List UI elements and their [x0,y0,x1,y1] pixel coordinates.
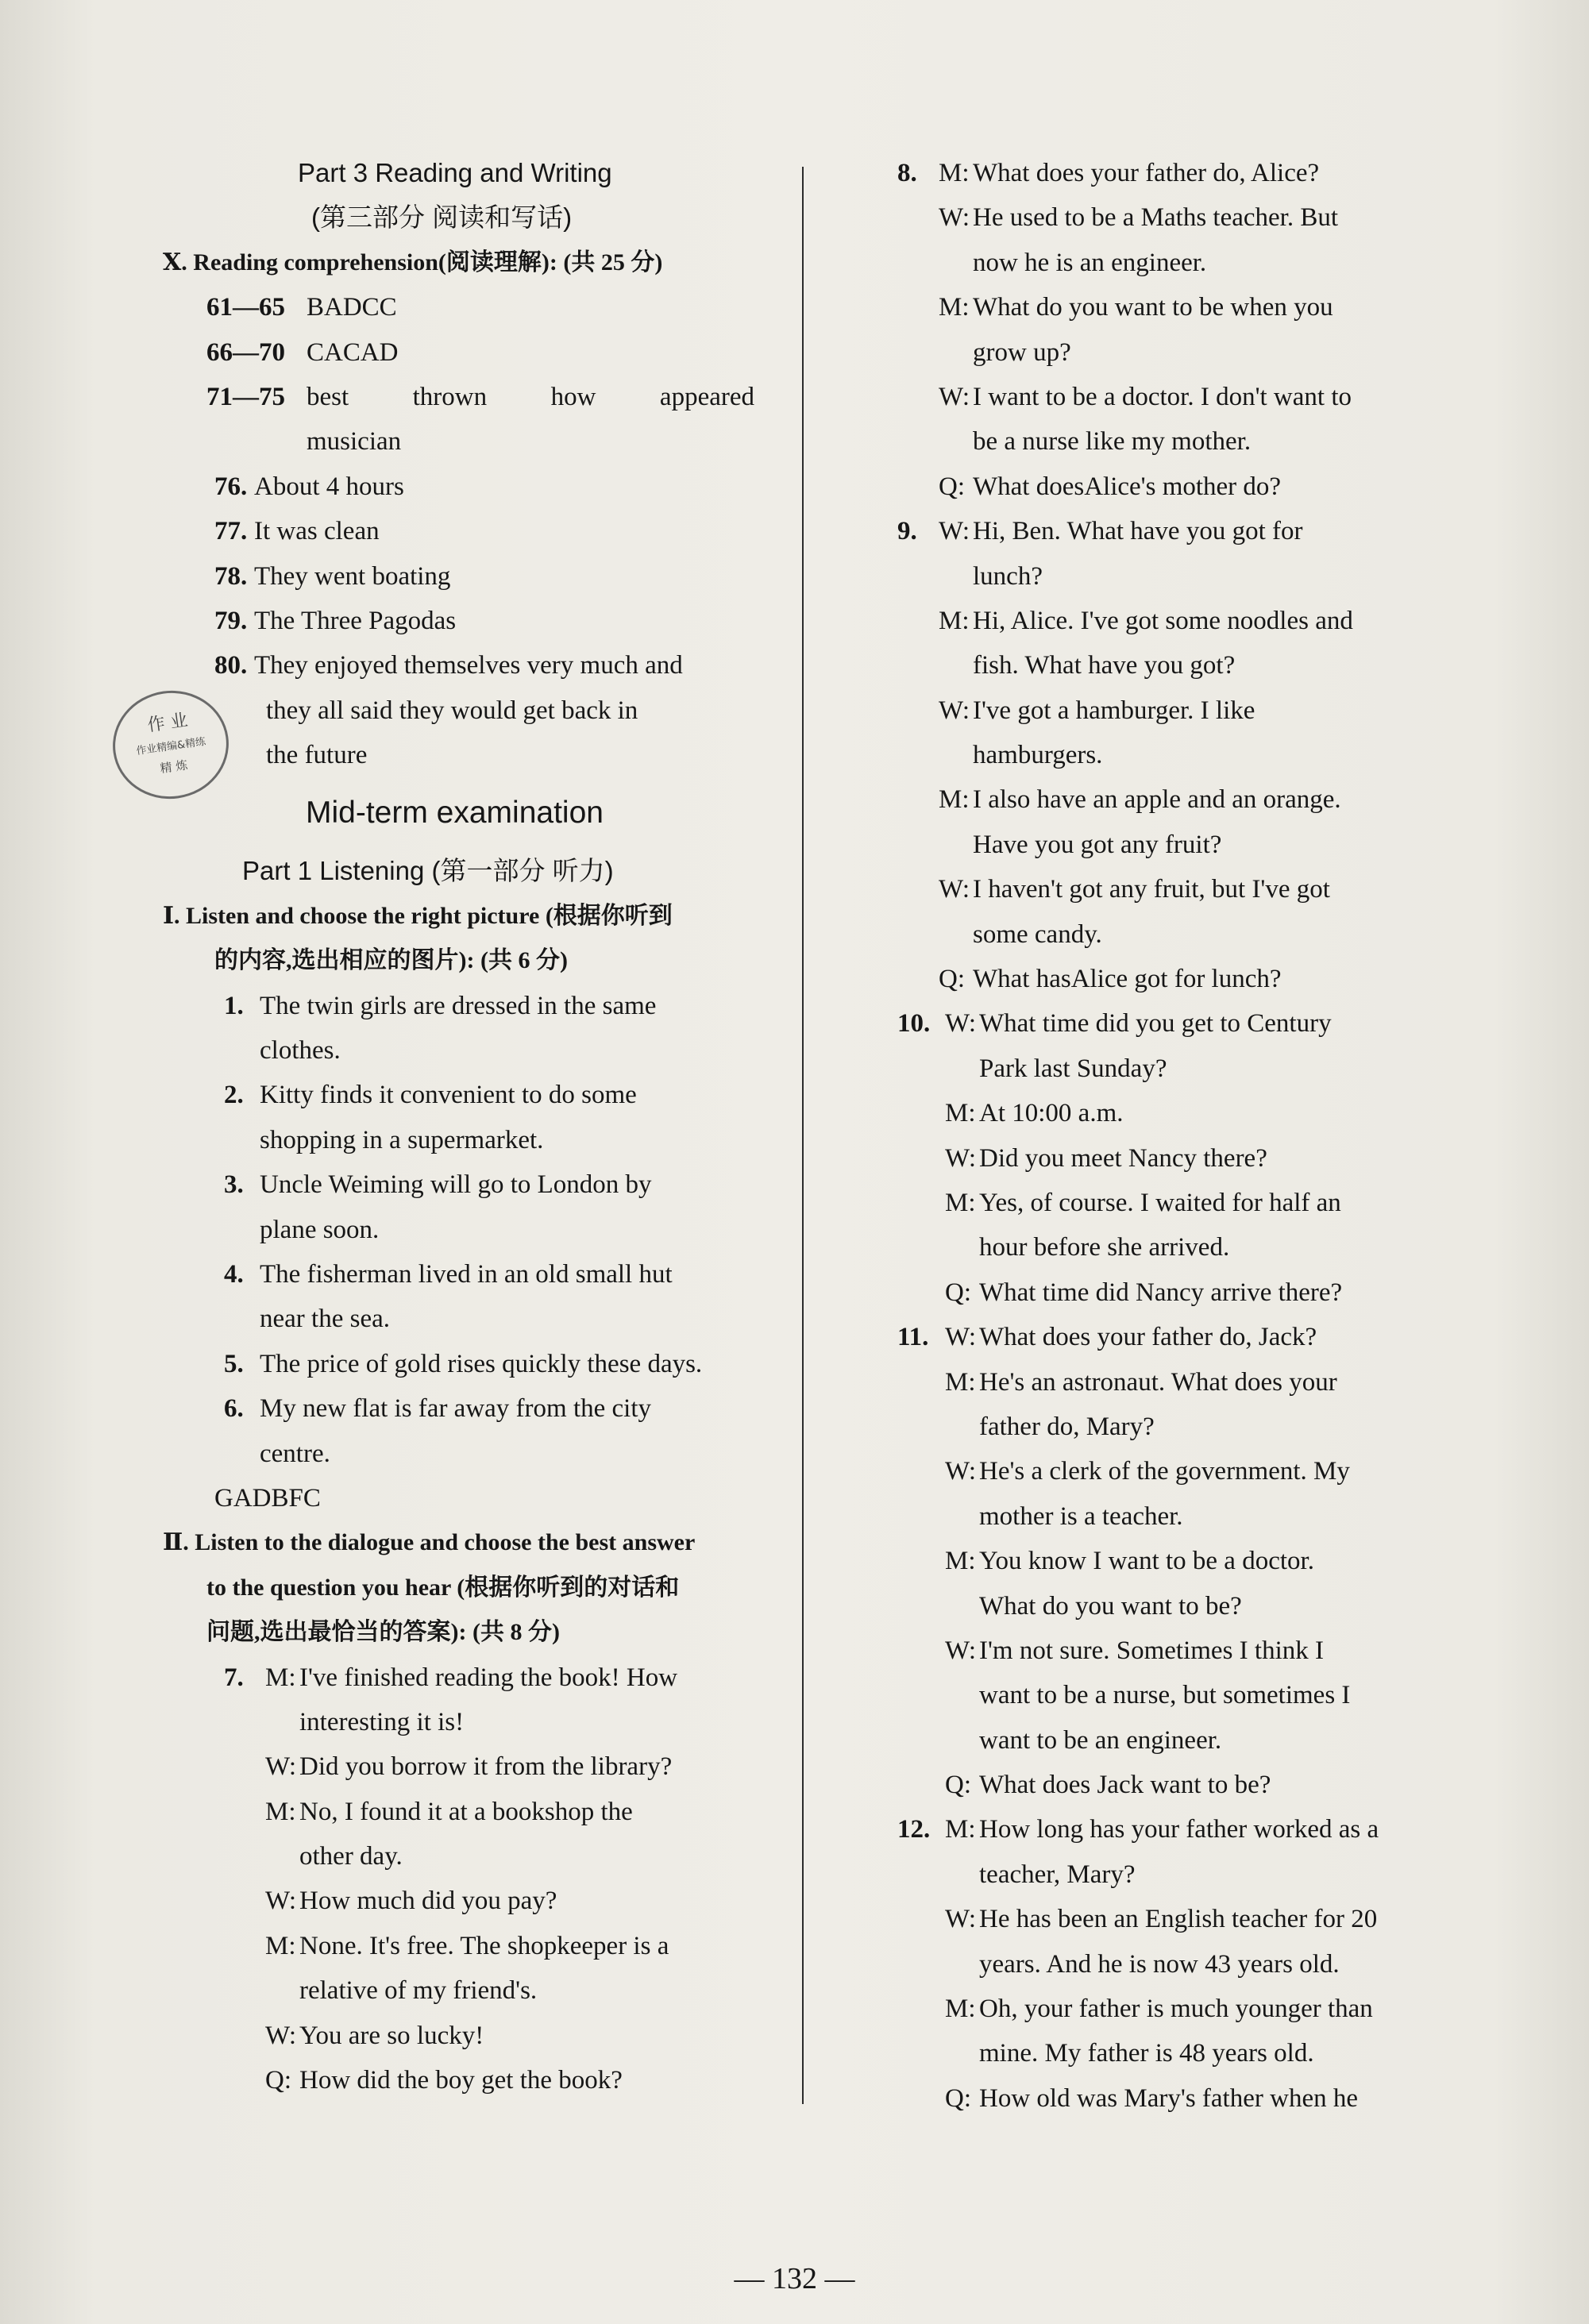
speaker-label: Q: [265,2066,291,2095]
question-text: How did the boy get the book? [299,2066,623,2095]
speech-text: teacher, Mary? [979,1860,1136,1889]
speech-text: Park last Sunday? [979,1054,1167,1083]
speech-text: I've finished reading the book! How [299,1663,678,1692]
speaker-label: Q: [945,1771,971,1800]
item-number: 7. [224,1663,244,1692]
speech-text: No, I found it at a bookshop the [299,1797,633,1826]
item-text: centre. [260,1439,330,1468]
answer-word: appeared [659,382,754,411]
section-2-heading-cont: 问题,选出最恰当的答案): (共 8 分) [206,1619,560,1646]
column-divider [802,167,804,2104]
item-text: The twin girls are dressed in the same [260,991,657,1020]
speaker-label: W: [945,1323,977,1352]
question-text: What does Jack want to be? [979,1771,1271,1800]
picture-item [167,984,786,1073]
answer-row [167,554,786,599]
speaker-label: M: [939,159,970,187]
answer-text: CACAD [307,337,399,367]
stamp-text: 作 业 [146,710,190,736]
answer-text: they all said they would get back in [266,696,638,725]
answer-number: 61—65 [206,293,285,322]
dialogue-10 [897,1001,1453,1315]
speech-text: You know I want to be a doctor. [979,1547,1314,1576]
speech-text: He's an astronaut. What does your [979,1367,1337,1397]
speech-text: How much did you pay? [299,1887,557,1916]
speaker-label: W: [265,1887,297,1916]
answer-number: 76. [214,472,248,501]
question-text: How old was Mary's father when he [979,2083,1358,2113]
speaker-label: M: [945,1994,976,2024]
answer-row [167,464,786,509]
picture-item [167,1073,786,1162]
item-number: 2. [224,1081,244,1110]
speaker-label: M: [265,1663,296,1692]
speech-text: fish. What have you got? [973,651,1236,680]
speaker-label: Q: [945,1278,971,1307]
speech-text: Oh, your father is much younger than [979,1994,1373,2024]
speech-text: What time did you get to Century [979,1009,1332,1039]
stamp-text: 精 炼 [159,757,189,777]
speaker-label: Q: [945,2083,971,2113]
speech-text: At 10:00 a.m. [979,1099,1124,1128]
answer-row [167,330,786,375]
speaker-label: M: [945,1188,976,1217]
speaker-label: W: [939,517,970,546]
speaker-label: W: [945,1143,977,1173]
speaker-label: M: [945,1815,976,1844]
speech-text: He used to be a Maths teacher. But [973,203,1339,233]
speaker-label: Q: [939,472,965,501]
section-1-heading: Ⅰ. Listen and choose the right picture (根据你听到 [163,902,673,929]
speaker-label: W: [939,382,970,411]
answer-word: best [307,382,349,411]
speaker-label: M: [265,1931,296,1960]
dialogue-8 [897,151,1453,509]
dialogue-12 [897,1807,1453,2121]
speech-text: I've got a hamburger. I like [973,696,1255,725]
section-x-heading: Ⅹ. Reading comprehension(阅读理解): (共 25 分) [163,249,663,276]
answer-text: The Three Pagodas [254,606,457,635]
speech-text: Hi, Ben. What have you got for [973,517,1303,546]
item-number: 10. [897,1009,931,1039]
dialogue-7 [167,1655,786,2103]
speaker-label: W: [945,1636,977,1665]
answer-row [167,509,786,553]
picture-item [167,1386,786,1476]
item-number: 8. [897,159,917,187]
pictures-answer: GADBFC [214,1483,321,1513]
answer-number: 77. [214,517,248,546]
speech-text: How long has your father worked as a [979,1815,1379,1844]
speech-text: I want to be a doctor. I don't want to [973,382,1352,411]
part1-title: Part 1 Listening (第一部分 听力) [242,856,614,886]
speech-text: What does your father do, Alice? [973,159,1320,187]
stamp-text: 作业精编&精练 [135,735,207,758]
speaker-label: W: [265,2021,297,2050]
part3-title-cn: (第三部分 阅读和写话) [311,202,573,233]
speech-text: now he is an engineer. [973,248,1207,277]
section-1-heading-cont: 的内容,选出相应的图片): (共 6 分) [214,947,568,974]
speech-text: I haven't got any fruit, but I've got [973,875,1330,904]
question-text: What doesAlice's mother do? [973,472,1282,501]
speech-text: father do, Mary? [979,1412,1155,1441]
answer-text: They enjoyed themselves very much and [254,651,683,680]
speech-text: Yes, of course. I waited for half an [979,1188,1341,1217]
answer-word: how [550,382,596,411]
page-number: — 132 — [734,2262,855,2295]
item-text: shopping in a supermarket. [260,1125,544,1154]
speech-text: hour before she arrived. [979,1233,1230,1262]
item-text: clothes. [260,1036,341,1066]
speech-text: lunch? [973,561,1043,591]
item-number: 11. [897,1323,929,1352]
speaker-label: M: [945,1367,976,1397]
answer-words [307,375,754,419]
speaker-label: W: [265,1752,297,1782]
picture-item [167,1162,786,1252]
speaker-label: M: [939,785,970,815]
speech-text: want to be an engineer. [979,1725,1222,1755]
left-column [163,151,786,2102]
answer-text: It was clean [254,517,380,546]
item-number: 6. [224,1394,244,1424]
picture-item [167,1342,786,1386]
right-column [897,151,1453,2121]
answer-text: BADCC [307,293,397,322]
picture-item [167,1252,786,1342]
question-text: What time did Nancy arrive there? [979,1278,1343,1307]
answer-number: 79. [214,606,248,635]
part3-title: Part 3 Reading and Writing [298,158,612,187]
item-text: plane soon. [260,1215,380,1244]
speaker-label: M: [939,293,970,322]
midterm-title: Mid-term examination [306,796,604,831]
speaker-label: M: [939,606,970,635]
item-text: Kitty finds it convenient to do some [260,1081,637,1110]
section-2-heading: Ⅱ. Listen to the dialogue and choose the best answer [163,1529,696,1556]
item-text: near the sea. [260,1305,390,1334]
answer-row [167,285,786,330]
speaker-label: W: [939,203,970,233]
answer-text: They went boating [254,561,451,591]
item-text: The price of gold rises quickly these days. [260,1349,703,1378]
speech-text: other day. [299,1842,403,1871]
speech-text: grow up? [973,337,1071,367]
speech-text: What do you want to be when you [973,293,1333,322]
speaker-label: W: [945,1457,977,1486]
answer-row [167,599,786,643]
speech-text: Have you got any fruit? [973,830,1222,859]
item-text: The fisherman lived in an old small hut [260,1259,673,1289]
speaker-label: M: [945,1099,976,1128]
speaker-label: Q: [939,965,965,994]
item-number: 12. [897,1815,931,1844]
speaker-label: W: [945,1009,977,1039]
speech-text: be a nurse like my mother. [973,427,1252,457]
question-text: What hasAlice got for lunch? [973,965,1282,994]
answer-number: 80. [214,651,248,680]
section-2-heading-cont: to the question you hear (根据你听到的对话和 [206,1574,680,1601]
speech-text: He's a clerk of the government. My [979,1457,1350,1486]
speaker-label: W: [939,696,970,725]
answer-number: 71—75 [206,382,285,411]
speech-text: I'm not sure. Sometimes I think I [979,1636,1324,1665]
answer-continuation: musician [307,427,402,457]
dialogue-11 [897,1315,1453,1807]
item-number: 5. [224,1349,244,1378]
answer-80 [167,643,786,777]
speech-text: Did you meet Nancy there? [979,1143,1267,1173]
speech-text: What do you want to be? [979,1591,1242,1621]
answer-word: thrown [412,382,488,411]
speech-text: None. It's free. The shopkeeper is a [299,1931,669,1960]
answer-text: the future [266,741,368,770]
speech-text: Hi, Alice. I've got some noodles and [973,606,1353,635]
speaker-label: W: [939,875,970,904]
speech-text: some candy. [973,919,1102,949]
item-number: 3. [224,1170,244,1200]
speaker-label: M: [945,1547,976,1576]
speech-text: What does your father do, Jack? [979,1323,1317,1352]
item-text: Uncle Weiming will go to London by [260,1170,652,1200]
speaker-label: M: [265,1797,296,1826]
speaker-label: W: [945,1905,977,1934]
speech-text: You are so lucky! [299,2021,484,2050]
speech-text: hamburgers. [973,741,1103,770]
speech-text: relative of my friend's. [299,1976,538,2006]
answer-text: About 4 hours [254,472,404,501]
speech-text: want to be a nurse, but sometimes I [979,1681,1351,1710]
answer-number: 66—70 [206,337,285,367]
speech-text: I also have an apple and an orange. [973,785,1341,815]
dialogue-9 [897,509,1453,1001]
speech-text: Did you borrow it from the library? [299,1752,673,1782]
speech-text: He has been an English teacher for 20 [979,1905,1378,1934]
item-number: 9. [897,517,917,546]
item-text: My new flat is far away from the city [260,1394,652,1424]
speech-text: years. And he is now 43 years old. [979,1949,1340,1979]
item-number: 4. [224,1259,244,1289]
answer-row [167,375,786,419]
speech-text: mother is a teacher. [979,1501,1183,1531]
speech-text: interesting it is! [299,1707,465,1736]
speech-text: mine. My father is 48 years old. [979,2039,1314,2068]
item-number: 1. [224,991,244,1020]
answer-number: 78. [214,561,248,591]
